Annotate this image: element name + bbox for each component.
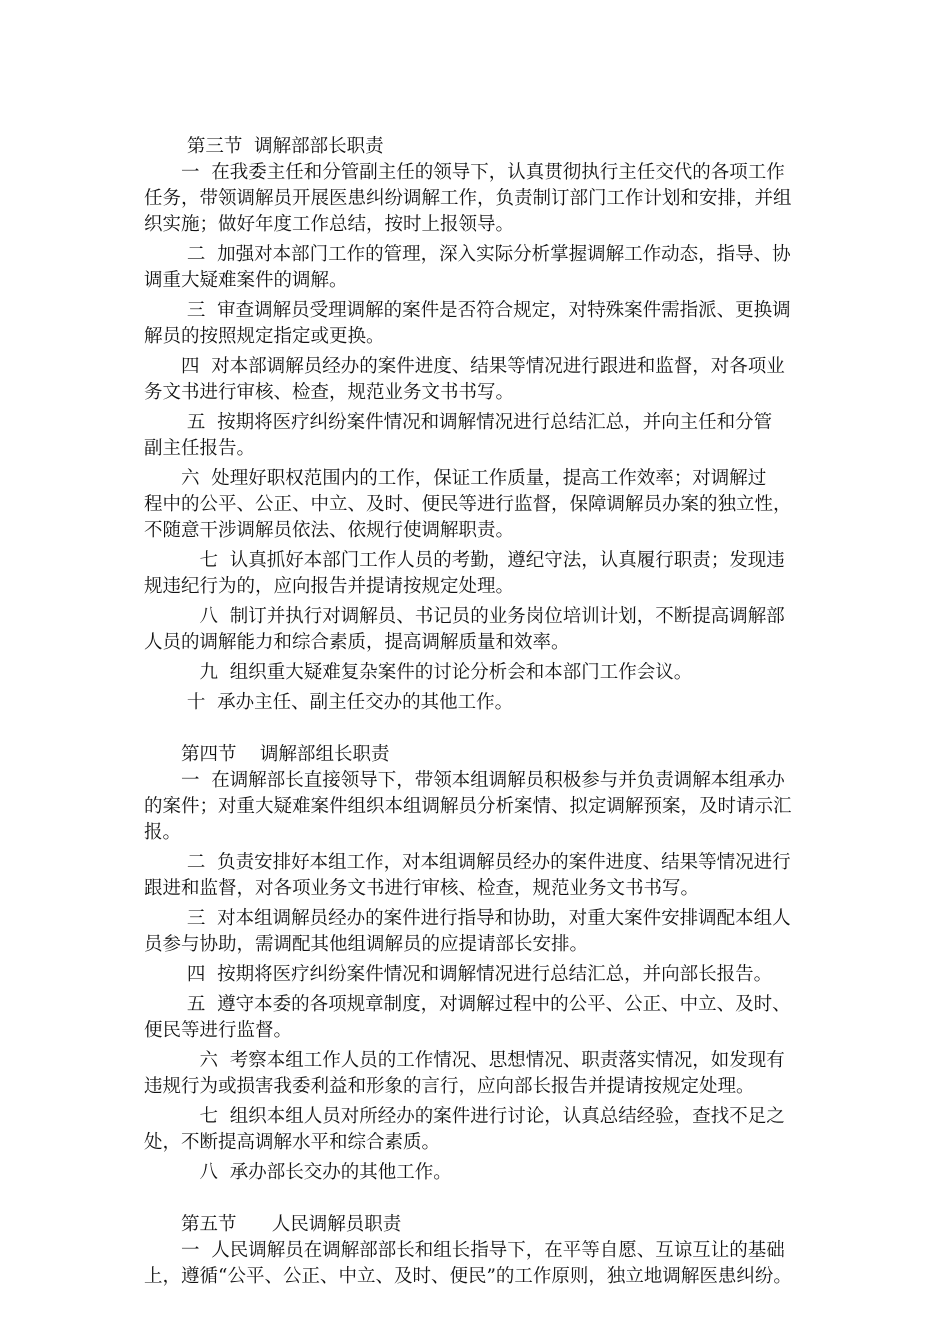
paragraph-2 — [144, 850, 816, 902]
text-line: 便民等进行监督。 — [144, 1020, 293, 1041]
text-line: 任务，带领调解员开展医患纠纷调解工作，负责制订部门工作计划和安排，并组 — [144, 188, 792, 209]
paragraph-7 — [144, 1104, 816, 1156]
paragraph-2 — [144, 242, 816, 294]
paragraph-8 — [144, 1160, 816, 1186]
section-spacer — [144, 716, 816, 742]
text-line: 不随意干涉调解员依法、依规行使调解职责。 — [144, 520, 515, 541]
text-line: 的案件；对重大疑难案件组织本组调解员分析案情、拟定调解预案，及时请示汇 — [144, 796, 792, 817]
section-3 — [144, 134, 816, 716]
text-line: 一 在我委主任和分管副主任的领导下，认真贯彻执行主任交代的各项工作 — [144, 162, 785, 183]
text-line: 跟进和监督，对各项业务文书进行审核、检查，规范业务文书书写。 — [144, 878, 700, 899]
text-line: 调重大疑难案件的调解。 — [144, 270, 348, 291]
text-line: 员参与协助，需调配其他组调解员的应提请部长安排。 — [144, 934, 589, 955]
text-line: 十 承办主任、副主任交办的其他工作。 — [144, 692, 514, 713]
paragraph-5 — [144, 992, 816, 1044]
text-line: 八 承办部长交办的其他工作。 — [144, 1162, 452, 1183]
text-line: 五 按期将医疗纠纷案件情况和调解情况进行总结汇总，并向主任和分管 — [144, 412, 773, 433]
text-line: 报。 — [144, 822, 182, 843]
text-line: 四 对本部调解员经办的案件进度、结果等情况进行跟进和监督，对各项业 — [144, 356, 785, 377]
paragraph-1 — [144, 160, 816, 238]
paragraph-3 — [144, 906, 816, 958]
text-line: 七 组织本组人员对所经办的案件进行讨论，认真总结经验，查找不足之 — [144, 1106, 785, 1127]
paragraph-4 — [144, 354, 816, 406]
text-line: 违规行为或损害我委利益和形象的言行，应向部长报告并提请按规定处理。 — [144, 1076, 755, 1097]
section-heading: 第三节 调解部部长职责 — [144, 136, 384, 157]
text-line: 规违纪行为的，应向报告并提请按规定处理。 — [144, 576, 515, 597]
document-body — [144, 134, 816, 1290]
paragraph-9 — [144, 660, 816, 686]
text-line: 三 审查调解员受理调解的案件是否符合规定，对特殊案件需指派、更换调 — [144, 300, 791, 321]
section-spacer — [144, 1186, 816, 1212]
text-line: 解员的按照规定指定或更换。 — [144, 326, 385, 347]
text-line: 二 负责安排好本组工作，对本组调解员经办的案件进度、结果等情况进行 — [144, 852, 791, 873]
paragraph-6 — [144, 1048, 816, 1100]
paragraph-3 — [144, 298, 816, 350]
text-line: 副主任报告。 — [144, 438, 256, 459]
section-heading: 第五节 人民调解员职责 — [144, 1214, 402, 1235]
text-line: 四 按期将医疗纠纷案件情况和调解情况进行总结汇总，并向部长报告。 — [144, 964, 773, 985]
text-line: 一 人民调解员在调解部部长和组长指导下，在平等自愿、互谅互让的基础 — [144, 1240, 785, 1261]
text-line: 程中的公平、公正、中立、及时、便民等进行监督，保障调解员办案的独立性， — [144, 494, 792, 515]
text-line: 八 制订并执行对调解员、书记员的业务岗位培训计划，不断提高调解部 — [144, 606, 785, 627]
section-4 — [144, 742, 816, 1186]
text-line: 九 组织重大疑难复杂案件的讨论分析会和本部门工作会议。 — [144, 662, 693, 683]
paragraph-1 — [144, 1238, 816, 1290]
paragraph-1 — [144, 768, 816, 846]
section-5 — [144, 1212, 816, 1290]
section-heading: 第四节 调解部组长职责 — [144, 744, 390, 765]
text-line: 人员的调解能力和综合素质，提高调解质量和效率。 — [144, 632, 570, 653]
paragraph-4 — [144, 962, 816, 988]
text-line: 五 遵守本委的各项规章制度，对调解过程中的公平、公正、中立、及时、 — [144, 994, 791, 1015]
text-line: 织实施；做好年度工作总结，按时上报领导。 — [144, 214, 515, 235]
text-line: 一 在调解部长直接领导下，带领本组调解员积极参与并负责调解本组承办 — [144, 770, 785, 791]
text-line: 三 对本组调解员经办的案件进行指导和协助，对重大案件安排调配本组人 — [144, 908, 791, 929]
paragraph-5 — [144, 410, 816, 462]
text-line: 六 考察本组工作人员的工作情况、思想情况、职责落实情况，如发现有 — [144, 1050, 785, 1071]
text-line: 七 认真抓好本部门工作人员的考勤，遵纪守法，认真履行职责；发现违 — [144, 550, 785, 571]
text-line: 六 处理好职权范围内的工作，保证工作质量，提高工作效率；对调解过 — [144, 468, 767, 489]
paragraph-10 — [144, 690, 816, 716]
text-line: 二 加强对本部门工作的管理，深入实际分析掌握调解工作动态，指导、协 — [144, 244, 791, 265]
paragraph-6 — [144, 466, 816, 544]
text-line: 务文书进行审核、检查，规范业务文书书写。 — [144, 382, 515, 403]
text-line: 上，遵循“公平、公正、中立、及时、便民”的工作原则，独立地调解医患纠纷。 — [144, 1266, 792, 1287]
text-line: 处，不断提高调解水平和综合素质。 — [144, 1132, 441, 1153]
paragraph-7 — [144, 548, 816, 600]
paragraph-8 — [144, 604, 816, 656]
